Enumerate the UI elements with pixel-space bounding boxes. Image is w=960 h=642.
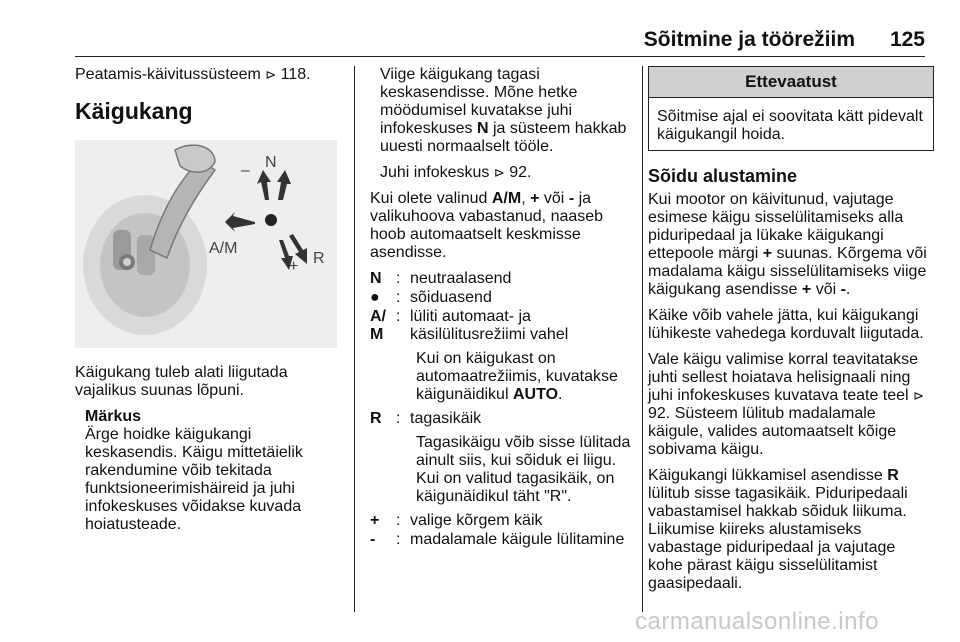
note-title: Märkus xyxy=(85,408,142,425)
paragraph-driver-info: Juhi infokeskus ⊳ 92. xyxy=(380,164,532,181)
intro-reference: Peatamis-käivitussüsteem ⊳ 118. xyxy=(75,66,311,83)
page-title: Sõitmine ja töörežiim xyxy=(643,28,855,51)
gear-positions-list xyxy=(370,270,636,549)
page-ref-icon: ⊳ xyxy=(265,67,277,82)
caution-box xyxy=(648,66,934,151)
page-number: 125 xyxy=(889,28,925,51)
label-r: R xyxy=(313,250,325,267)
am-description: Kui on käigukast on automaatrežiimis, kuvatakse käigunäidikul AUTO. xyxy=(416,350,618,403)
gear-lever-illustration xyxy=(75,140,337,348)
paragraph-selection: Kui olete valinud A/M, + või - ja valikuhoova vabastanud, naaseb hoob automaatselt keskmisse asendisse. xyxy=(370,190,604,261)
paragraph-start: Kui mootor on käivitunud, vajutage esimese käigu sisselülitamiseks alla piduripedaal ja lükake käigukangi ettepoole märgi + suunas. Kõrgema või madalama käigu sisselülitamiseks viige käigukang asendisse + või -. xyxy=(648,191,927,298)
paragraph-wrong-gear: Vale käigu valimise korral teavitatakse juhti sellest hoiatava helisignaali ning juhi infokeskuses kuvatava teate teel ⊳ 92. Süsteem lülitub madalamale käigule, valides automaatselt kõige sobivama käigu. xyxy=(648,351,924,458)
page-ref-icon: ⊳ xyxy=(493,165,505,180)
column-middle xyxy=(370,66,636,550)
intro-reference-link[interactable]: 118. xyxy=(280,66,311,83)
note-block xyxy=(85,408,319,534)
caution-title: Ettevaatust xyxy=(649,67,933,98)
list-item: - : madalamale käigule lülitamine xyxy=(370,531,625,548)
list-item: + : valige kõrgem käik xyxy=(370,512,543,529)
label-am: A/M xyxy=(209,240,238,257)
caution-text: Sõitmise ajal ei soovitata kätt pidevalt käigukangil hoida. xyxy=(657,108,923,143)
list-item: A/M : lüliti automaat- ja käsilülitusrežiimi vahel xyxy=(370,308,569,343)
list-item: ● : sõiduasend xyxy=(370,289,492,306)
reverse-description: Tagasikäigu võib sisse lülitada ainult siis, kui sõiduk ei liigu. Kui on valitud tagasikäik, on käigunäidikul täht "R". xyxy=(416,434,631,505)
paragraph-return-center: Viige käigukang tagasi keskasendisse. Mõne hetke möödumisel kuvatakse juhi infokeskuses N ja süsteem hakkab uuesti normaalselt tööle. xyxy=(380,66,627,155)
label-minus: – xyxy=(241,162,250,179)
column-left xyxy=(75,66,337,534)
gear-lever-body: Käigukang tuleb alati liigutada vajalikus suunas lõpuni. xyxy=(75,364,288,399)
column-right xyxy=(648,66,928,601)
section-heading-gear-lever: Käigukang xyxy=(75,98,193,124)
note-text: Ärge hoidke käigukangi keskasendis. Käigu mittetäielik rakendumine võib tekitada funktsioneerimishäireid ja juhi infokeskuses võidakse kuvada hoiatusteade. xyxy=(85,426,303,533)
list-item: N : neutraalasend xyxy=(370,270,512,287)
paragraph-skip-gears: Käike võib vahele jätta, kui käigukangi lühikeste vahedega korduvalt liigutada. xyxy=(648,307,924,342)
label-n: N xyxy=(265,154,277,171)
list-item: R : tagasikäik xyxy=(370,410,482,427)
paragraph-reverse: Käigukangi lükkamisel asendisse R lülitub sisse tagasikäik. Piduripedaali vabastamisel hakkab sõiduk liikuma. Liikumise kiireks alustamiseks vabastage piduripedaal ja vajutage kohe pärast käigu sisselülitamist gaasipedaali. xyxy=(648,467,908,592)
page-ref-icon: ⊳ xyxy=(913,388,924,403)
watermark: carmanualsonline.info xyxy=(635,608,879,635)
section-heading-driving-off: Sõidu alustamine xyxy=(648,166,798,186)
driver-info-link[interactable]: 92. xyxy=(648,405,671,422)
page-header xyxy=(75,22,925,57)
column-divider xyxy=(642,66,643,612)
column-divider xyxy=(354,66,355,612)
label-plus: + xyxy=(289,258,299,275)
driver-info-link[interactable]: 92. xyxy=(509,164,532,181)
